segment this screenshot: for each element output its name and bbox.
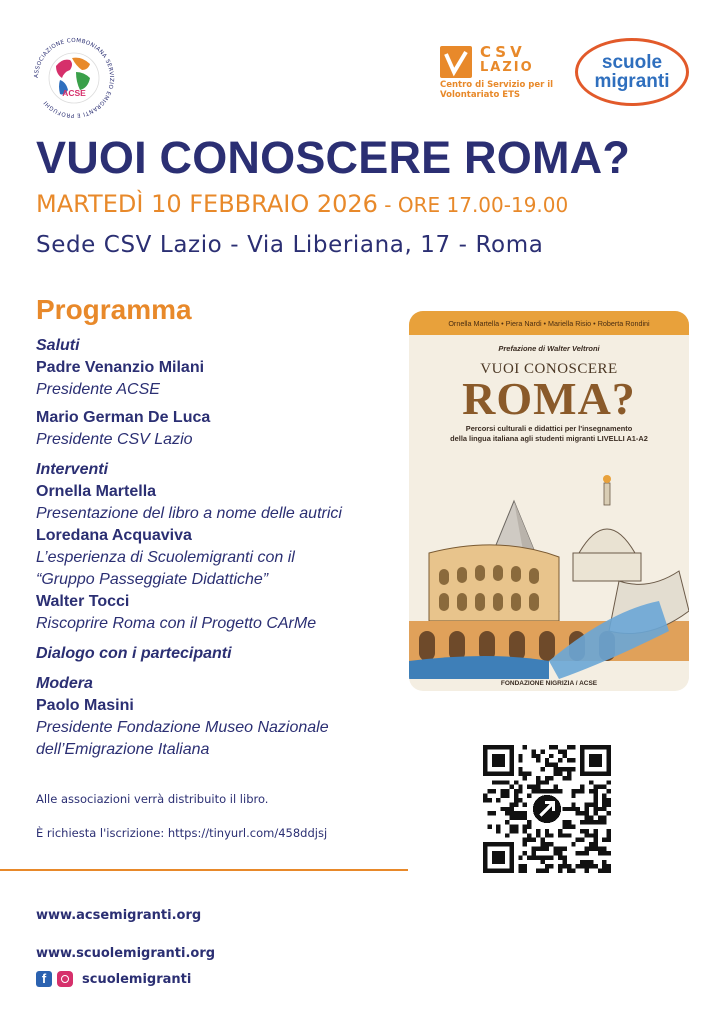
book-authors: Ornella Martella • Piera Nardi • Mariella Risio • Roberta Rondini xyxy=(448,318,650,328)
footer-divider xyxy=(0,869,408,871)
programme-heading: Programma xyxy=(36,294,192,325)
csv-logo-description: Centro di Servizio per il Volontariato ETS xyxy=(440,80,554,100)
book-title-line1: VUOI CONOSCERE xyxy=(480,361,618,377)
acse-logo-text: ACSE xyxy=(62,88,86,98)
csv-logo-subtitle: LAZIO xyxy=(480,60,534,75)
section-saluti: Saluti xyxy=(36,337,80,354)
book-preface: Prefazione di Walter Veltroni xyxy=(498,344,600,353)
speaker-name: Loredana Acquaviva xyxy=(36,527,192,544)
event-venue: Sede CSV Lazio - Via Liberiana, 17 - Roma xyxy=(36,232,544,258)
scuole-logo-line1: scuole xyxy=(601,52,663,73)
event-title: VUOI CONOSCERE ROMA? xyxy=(36,132,631,183)
qr-code[interactable] xyxy=(483,745,611,873)
speaker-name: Walter Tocci xyxy=(36,593,130,610)
speaker-role: Presentazione del libro a nome delle autrici xyxy=(36,505,342,522)
section-modera: Modera xyxy=(36,675,93,692)
book-cover-image xyxy=(409,311,689,691)
acse-logo xyxy=(32,36,116,120)
scuole-logo-line2: migranti xyxy=(594,71,670,92)
event-date-line xyxy=(36,190,568,218)
speaker-role: Presidente ACSE xyxy=(36,381,160,398)
book-description-line2: della lingua italiana agli studenti migranti LIVELLI A1-A2 xyxy=(450,434,648,443)
website-link-acse[interactable]: www.acsemigranti.org xyxy=(36,908,202,923)
speaker-name: Ornella Martella xyxy=(36,483,157,500)
registration-note[interactable]: È richiesta l'iscrizione: https://tinyurl.com/458ddjsj xyxy=(36,826,328,840)
instagram-icon[interactable] xyxy=(57,971,73,987)
speaker-role: Presidente CSV Lazio xyxy=(36,431,193,448)
speaker-role: L’esperienza di Scuolemigranti con il xyxy=(36,549,295,566)
website-link-scuolemigranti[interactable]: www.scuolemigranti.org xyxy=(36,946,216,961)
csv-mark-icon xyxy=(440,46,472,78)
book-author-band xyxy=(409,311,689,335)
section-dialogo: Dialogo con i partecipanti xyxy=(36,645,232,662)
section-interventi: Interventi xyxy=(36,461,109,478)
book-publisher: FONDAZIONE NIGRIZIA / ACSE xyxy=(500,680,598,687)
speaker-role: Presidente Fondazione Museo Nazionale xyxy=(36,719,329,736)
acse-ring-text: ASSOCIAZIONE COMBONIANA SERVIZIO EMIGRANTI E PROFUGHI xyxy=(33,37,115,119)
programme-list xyxy=(36,335,406,761)
speaker-name: Mario German De Luca xyxy=(36,409,211,426)
facebook-icon[interactable]: f xyxy=(36,971,52,987)
social-links xyxy=(36,971,191,987)
book-distribution-note: Alle associazioni verrà distribuito il libro. xyxy=(36,792,269,806)
csv-logo-title: CSV xyxy=(480,43,526,61)
speaker-role: “Gruppo Passeggiate Didattiche” xyxy=(36,571,269,588)
book-description xyxy=(409,424,689,444)
event-date: MARTEDÌ 10 FEBBRAIO 2026 xyxy=(36,190,378,218)
csv-lazio-logo xyxy=(440,43,554,104)
speaker-name: Padre Venanzio Milani xyxy=(36,359,205,376)
book-title-line2: ROMA? xyxy=(462,373,636,424)
speaker-name: Paolo Masini xyxy=(36,697,134,714)
event-time: - ORE 17.00-19.00 xyxy=(377,193,569,217)
social-handle[interactable]: scuolemigranti xyxy=(82,971,192,987)
book-description-line1: Percorsi culturali e didattici per l'insegnamento xyxy=(465,424,633,433)
rome-monuments-illustration xyxy=(409,461,689,679)
speaker-role: dell’Emigrazione Italiana xyxy=(36,741,210,758)
speaker-role: Riscoprire Roma con il Progetto CArMe xyxy=(36,615,317,632)
scuolemigranti-logo xyxy=(575,38,689,106)
